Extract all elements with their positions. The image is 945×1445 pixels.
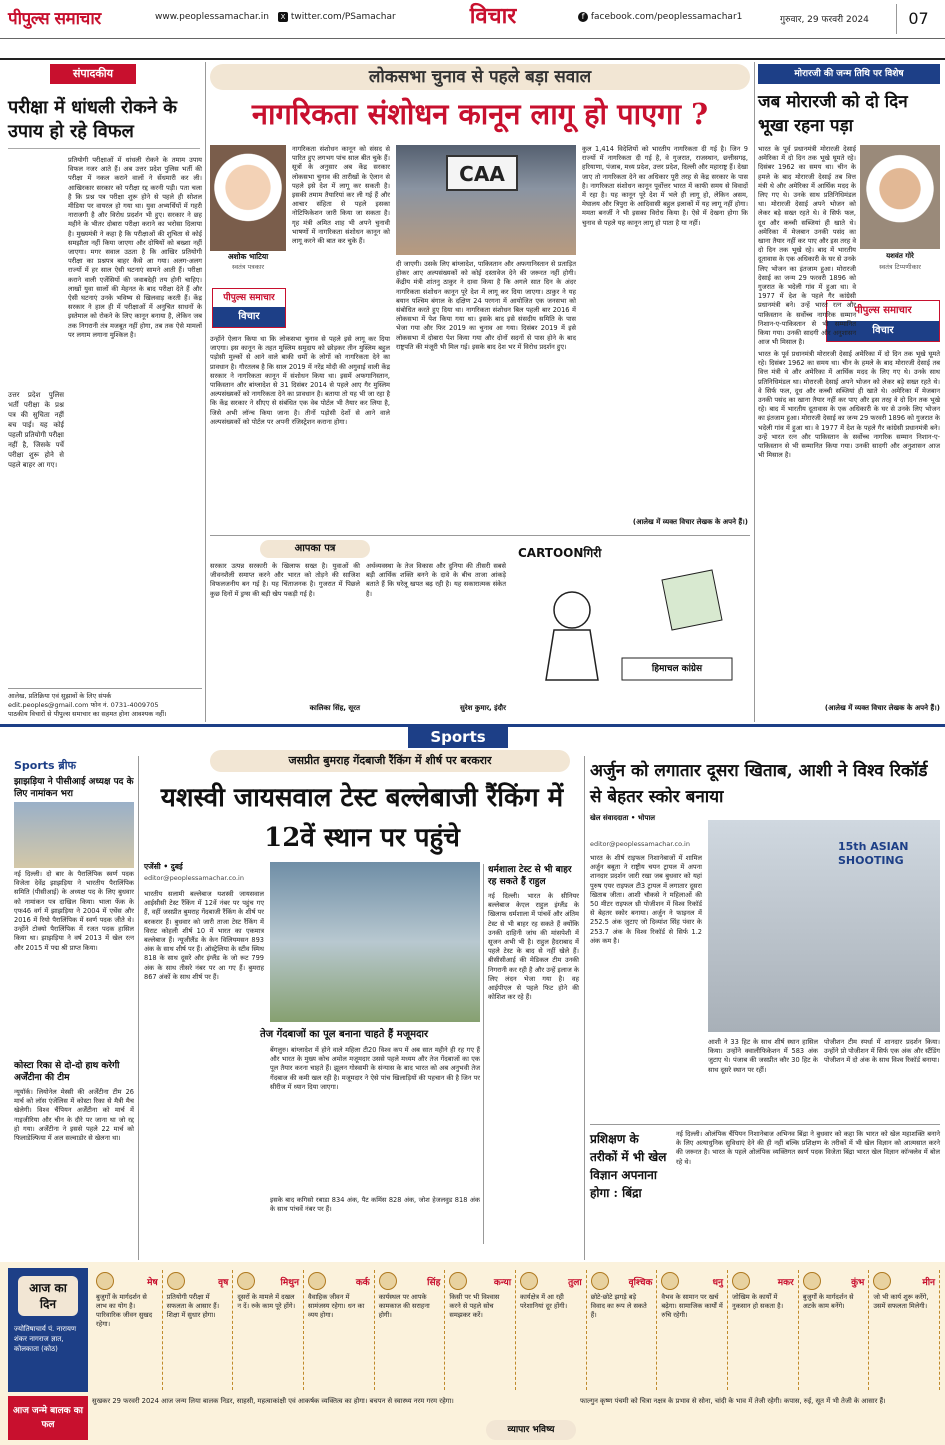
cartoon-sign: हिमाचल कांग्रेस [651,664,703,674]
today-box [8,1268,88,1392]
zodiac-sign-name: कुंभ [851,1277,865,1288]
zodiac-sign-text: छोटे-छोटे झगड़े बड़े विवाद का रूप ले सकते हैं। [590,1293,647,1319]
badge-label: विचार [213,307,285,327]
zodiac-sign-icon [661,1272,679,1290]
special-body-top: भारत के पूर्व प्रधानमंत्री मोरारजी देसाई अमेरिका में दो दिन तक भूखे घूमते रहे। दिसंबर 1962 का समय था। चीन के हमले के बाद मोरारजी देसाई तब वित्त मंत्री थे और अमेरिका में आर्थिक मदद के लिए गए थे। उनके साथ प्रतिनिधिमंडल था। मोरारजी देसाई अपने भोजन को लेकर बड़े सख्त रहते थे। वे सिर्फ फल, दूध और कच्ची सब्जियां ही खाते थे। अमेरिका में मेजबान उनकी पसंद का खाना तैयार नहीं कर पाए और इस तरह वे दो दिन तक भूखे रहे। बाद में भारतीय दूतावास के एक अधिकारी के घर से उनके लिए भोजन का इंतजाम हुआ। मोरारजी देसाई का जन्म 29 फरवरी 1896 को गुजरात के भदेली गांव में हुआ था। वे 1977 में देश के पहले गैर कांग्रेसी प्रधानमंत्री बने। उन्हें भारत रत्न और पाकिस्तान के सर्वोच्च नागरिक सम्मान निशान-ए-पाकिस्तान से भी सम्मानित किया गया। उनकी सादगी और अनुशासन आज भी मिसाल है। [758,145,856,347]
letter-1-author: कालिका सिंह, सूरत [309,704,360,712]
lead-col-2: उन्होंने ऐलान किया था कि लोकसभा चुनाव से पहले इसे लागू कर दिया जाएगा। इस कानून के तहत मुस्लिम समुदाय को छोड़कर तीन मुस्लिम बहुल पड़ोसी मुल्कों से आने वाले बाकी धर्मों के लोगों को नागरिकता देने का प्रावधान है। गौरतलब है कि साल 2019 में नरेंद्र मोदी की अगुवाई वाली केंद्र सरकार ने नागरिकता कानून में संशोधन किया था। इसमें अफगानिस्तान, पाकिस्तान और बांग्लादेश से 31 दिसंबर 2014 से पहले आए गैर मुस्लिम अल्पसंख्यकों को नागरिकता देने का प्रावधान है। बताया तो यह भी जा रहा है कि केंद्र सरकार ने सीएए से संबंधित एक वेब पोर्टल भी तैयार कर लिया है, जिसे अभी लॉन्च किया जाना है। तीनों पड़ोसी देशों से आने वाले अल्पसंख्यकों को पोर्टल पर अपनी रजिस्ट्रेशन कराना होगा। [210,335,390,426]
author-photo [210,145,286,251]
sports-email: editor@peoplessamachar.co.in [144,874,244,882]
brief-1-text: नई दिल्ली। दो बार के पैरालिंपिक स्वर्ण पदक विजेता देवेंद्र झाझड़िया ने भारतीय पैरालिंपिक समिति (पीसीआई) के अध्यक्ष पद के लिए बुधवार को नामांकन पत्र दाखिल किया। भाला फेंक के एफ46 वर्ग में झाझड़िया ने 2004 में एथेंस और 2016 में रियो पैरालिंपिक में स्वर्ण पदक जीते थे। उन्होंने टोक्यो पैरालिंपिक में रजत पदक हासिल किया था। झाझड़िया ने वर्ष 2013 में खेल रत्न और 2015 में पद्म श्री प्राप्त किया। [14,870,134,952]
zodiac-cell [587,1270,658,1390]
zodiac-sign-name: तुला [568,1277,582,1288]
zodiac-sign-name: सिंह [427,1277,441,1288]
columnist-role: स्वतंत्र टिप्पणीकार [879,263,921,271]
zodiac-sign-icon [308,1272,326,1290]
zodiac-grid [92,1270,940,1390]
agency-name: एजेंसी [144,862,161,871]
columnist-photo [860,145,940,249]
special-body: भारत के पूर्व प्रधानमंत्री मोरारजी देसाई अमेरिका में दो दिन तक भूखे घूमते रहे। दिसंबर 1962 का समय था। चीन के हमले के बाद मोरारजी देसाई तब वित्त मंत्री थे और अमेरिका में आर्थिक मदद के लिए गए थे। उनके साथ प्रतिनिधिमंडल था। मोरारजी देसाई अपने भोजन को लेकर बड़े सख्त रहते थे। वे सिर्फ फल, दूध और कच्ची सब्जियां ही खाते थे। अमेरिका में मेजबान उनकी पसंद का खाना तैयार नहीं कर पाए और इस तरह वे दो दिन तक भूखे रहे। बाद में भारतीय दूतावास के एक अधिकारी के घर से उनके लिए भोजन का इंतजाम हुआ। मोरारजी देसाई का जन्म 29 फरवरी 1896 को गुजरात के भदेली गांव में हुआ था। वे 1977 में देश के पहले गैर कांग्रेसी प्रधानमंत्री बने। उन्हें भारत रत्न और पाकिस्तान के सर्वोच्च नागरिक सम्मान निशान-ए-पाकिस्तान से भी सम्मानित किया गया। उनकी सादगी और अनुशासन आज भी मिसाल है। [758,350,940,460]
cartoon-drawing [512,540,750,720]
facebook-text: facebook.com/peoplessamachar1 [590,12,743,22]
sports-title: यशस्वी जायसवाल टेस्ट बल्लेबाजी रैंकिंग में 12वें स्थान पर पहुंचे [160,783,564,853]
zodiac-sign-name: वृष [218,1277,229,1288]
twitter-handle[interactable] [278,12,396,22]
shooting-body-3: पोजीशन टीम स्पर्धा में शानदार प्रदर्शन किया। उन्होंने प्रो पोजीशन में सिर्फ एक अंक और स्टैंडिंग पोजीशन में दो अंक के साथ विश्व रिकॉर्ड बनाया। [824,1038,940,1065]
shooting-body-2: आशी ने 33 हिट के साथ शीर्ष स्थान हासिल किया। उन्होंने क्वालीफिकेशन में 583 अंक जुटाए थे। पंजाब की जसप्रीत कौर 30 हिट के साथ दूसरे स्थान पर रहीं। [708,1038,818,1074]
shooting-email: editor@peoplessamachar.co.in [590,840,690,848]
zodiac-cell [516,1270,587,1390]
zodiac-sign-text: बुजुर्गों के मार्गदर्शन से लाभ का योग है। पारिवारिक जीवन सुखद रहेगा। [96,1293,153,1328]
sports-section-label: Sports [408,726,508,748]
twitter-text: twitter.com/PSamachar [290,12,396,22]
lead-title: नागरिकता संशोधन कानून लागू हो पाएगा ? [251,97,709,131]
today-label: आज का दिन [18,1276,78,1316]
zodiac-cell [163,1270,234,1390]
zodiac-sign-icon [591,1272,609,1290]
footer-disclaimer: पाठकीय विचारों से पीपुल्स समाचार का सहमत होना आवश्यक नहीं। [8,710,167,718]
business-label: व्यापार भविष्य [486,1420,576,1440]
shooter-photo [708,820,940,1032]
zodiac-sign-name: धनु [712,1277,724,1288]
zodiac-sign-text: कार्यक्षेत्र में आ रही परेशानियां दूर होंगी। [520,1293,568,1310]
zodiac-cell [233,1270,304,1390]
javelin-photo [14,802,134,868]
masthead [0,0,945,60]
letter-1: सरकार उत्पन्न सरकारी के खिलाफ सख्त है। युवाओं की जीवनशैली समाप्त करने और भारत को तोड़ने की साजिश विफलजनीय बन गई है। यह चिंताजनक है। गुजरात में पिछले कुछ दिनों में ड्रग्स की बड़ी खेप पकड़ी गई है। [210,562,360,598]
twitter-icon: X [278,12,288,22]
zodiac-sign-name: वृश्चिक [628,1277,653,1288]
editorial-footer [8,692,202,719]
born-label: आज जन्मे बालक का फल [8,1396,88,1440]
zodiac-sign-icon [520,1272,538,1290]
zodiac-sign-text: दूसरों के मामले में दखल न दें। रुके काम पूरे होंगे। [237,1293,296,1310]
sports-body-3: इसके बाद कगिसो रबाडा 834 अंक, पैट कमिंस 828 अंक, जोश हेजलवुड 818 अंक के साथ पांचवें नंबर पर हैं। [270,1196,480,1214]
zodiac-sign-icon [96,1272,114,1290]
zodiac-cell [799,1270,870,1390]
shooting-dateline: खेल संवाददाता • भोपाल [590,814,656,822]
zodiac-sign-icon [449,1272,467,1290]
cartoon-title: CARTOONगिरी [518,546,602,560]
editorial-body: प्रतियोगी परीक्षाओं में धांधली रोकने के तमाम उपाय विफल नजर आते हैं। अब उत्तर प्रदेश पुलिस भर्ती की परीक्षा में नकल कराने वालों ने सेंधमारी कर ली। आखिरकार सरकार को परीक्षा रद्द करनी पड़ी। पता चला है कि प्रश्न पत्र परीक्षा शुरू होने से पहले ही सोशल मीडिया पर वायरल हो गया था। युवा अभ्यर्थियों में गहरी नाराजगी है और विरोध प्रदर्शन भी हुए। सरकार ने छह महीने के भीतर दोबारा परीक्षा कराने का भरोसा दिलाया है। मुख्यमंत्री ने कहा है कि परीक्षाओं की शुचिता से कोई समझौता नहीं किया जाएगा और दोषियों को बख्शा नहीं जाएगा। मगर सवाल उठता है कि आखिर प्रतियोगी परीक्षा का प्रश्नपत्र बाहर कैसे आ गया। अलग-अलग राज्यों में हर साल ऐसी घटनाएं सामने आती हैं। परीक्षा कराने वाली एजेंसियों की जवाबदेही तय होनी चाहिए। लाखों युवा सालों की मेहनत के बाद परीक्षा देते हैं और ऐसी घटनाएं उनके भविष्य से खिलवाड़ करती हैं। केंद्र सरकार ने हाल ही में परीक्षाओं में अनुचित साधनों के इस्तेमाल को रोकने के लिए कानून बनाया है, लेकिन जब तक निगरानी तंत्र मजबूत नहीं होगा, तब तक ऐसे मामलों पर लगाम लगाना मुश्किल है। [68,156,202,339]
facebook-link[interactable] [578,12,742,22]
letters-title: आपका पत्र [260,540,370,558]
zodiac-sign-icon [803,1272,821,1290]
zodiac-sign-name: मकर [777,1277,794,1288]
section-title: विचार [469,3,517,29]
sports-agency: एजेंसी • दुबई [144,862,183,871]
today-text: ज्योतिषाचार्य पं. नारायण शंकर नागराज ज्ञात, कोलकाता (कोठ) [14,1325,77,1353]
right-badge-label: विचार [827,321,939,341]
zodiac-sign-name: मीन [922,1277,936,1288]
caa-placard: CAA [446,155,518,191]
sports-brief-label: Sports ब्रीफ [14,759,77,772]
badge-brand: पीपुल्स समाचार [223,293,275,303]
sports-body-2: बेंगलुरु। बांग्लादेश में होने वाले महिला टी20 विश्व कप में अब सात महीने ही रह गए हैं और भारत के मुख्य कोच अमोल मजूमदार उससे पहले मध्यम और तेज गेंदबाजों का एक पूल तैयार करना चाहते हैं। झूलन गोस्वामी के संन्यास के बाद भारत को अब अनुभवी तेज गेंदबाज की कमी खल रही है। मजूमदार ने ऐसे पांच खिलाड़ियों की पहचान की है जिन पर सीरीज में ध्यान दिया जाएगा। [270,1046,480,1091]
born-text: सुखकर 29 फरवरी 2024 आज जन्म लिया बालक निडर, साहसी, महत्वाकांक्षी एवं आकर्षक व्यक्तित्व का होगा। बचपन से स्वास्थ्य नरम गरम रहेगा। [92,1397,454,1405]
facebook-icon: f [578,12,588,22]
zodiac-sign-text: जोखिम के कार्यों में नुकसान हो सकता है। [732,1293,784,1310]
cartoon-panel [512,540,750,720]
columnist-name: यशवंत गोरे [886,252,914,260]
zodiac-sign-icon [732,1272,750,1290]
zodiac-cell [375,1270,446,1390]
caa-protest-photo [396,145,576,255]
footer-contact-label: आलेख, प्रतिक्रिया एवं सुझावों के लिए संपर्क [8,692,112,700]
business-text: फाल्गुन कृष्ण पंचमी को चित्रा नक्षत्र के प्रभाव से सोना, चांदी के भाव में तेजी रहेगी। कपास, रुई, सूत में भी तेजी के आसार हैं। [580,1397,886,1405]
zodiac-cell [445,1270,516,1390]
views-badge [212,288,286,328]
shooting-banner-text: 15th ASIAN SHOOTING [838,840,909,867]
zodiac-sign-text: वैवाहिक जीवन में सामंजस्य रहेगा। धन का व्यय होगा। [308,1293,365,1319]
zodiac-sign-icon [237,1272,255,1290]
zodiac-cell [869,1270,940,1390]
lead-col-3: दी जाएगी। उसके लिए बांग्लादेश, पाकिस्तान और अफगानिस्तान से प्रताड़ित होकर आए अल्पसंख्यकों को कोई दस्तावेज देने की जरूरत नहीं होगी। केंद्रीय मंत्री शांतनु ठाकुर ने दावा किया है कि अगले सात दिन के अंदर नागरिकता संशोधन कानून पूरे देश में लागू कर दिया जाएगा। ठाकुर ने यह बयान पश्चिम बंगाल के दक्षिण 24 परगना में आयोजित एक जनसभा को संबोधित करते हुए दिया था। नागरिकता संशोधन बिल पहली बार 2016 में लोकसभा में पेश किया गया था। इसके बाद इसे संसदीय समिति के पास भेजा गया और फिर 2019 का चुनाव आ गया। दिसंबर 2019 में इसे लोकसभा में दोबारा पेश किया गया और दोनों सदनों से पास होने के बाद राष्ट्रपति की मंजूरी भी मिल गई। इसके बाद देश भर में विरोध प्रदर्शन हुए। [396,260,576,351]
zodiac-sign-name: मेष [147,1277,158,1288]
right-badge-brand: पीपुल्स समाचार [854,305,912,316]
author-name: अशोक भाटिया [227,252,269,261]
rahul-box-text: नई दिल्ली। भारत के सीनियर बल्लेबाज केएल राहुल इंग्लैंड के खिलाफ धर्मशाला में पांचवें और अंतिम टेस्ट से भी बाहर रह सकते हैं क्योंकि उनकी दाहिनी जांघ की मांसपेशी में सूजन अभी भी है। राहुल हैदराबाद में पहले टेस्ट के बाद से नहीं खेले हैं। बीसीसीआई की मेडिकल टीम उनकी निगरानी कर रही है और उन्हें इलाज के लिए लंदन भेजा गया है। वह आईपीएल से पहले फिट होने की कोशिश कर रहे हैं। [488,892,579,1002]
rahul-box-title: धर्मशाला टेस्ट से भी बाहर रह सकते हैं राहुल [488,865,572,887]
brand-logo [8,6,148,29]
editorial-label: संपादकीय [50,64,136,84]
zodiac-sign-icon [167,1272,185,1290]
page-number: 07 [896,4,940,34]
zodiac-sign-icon [379,1272,397,1290]
sports-subhead: तेज गेंदबाजों का पूल बनाना चाहते हैं मजूमदार [260,1029,429,1040]
zodiac-sign-text: प्रतियोगी परीक्षा में सफलता के आसार हैं। शिक्षा में सुधार होगा। [166,1293,220,1319]
brand-name: पीपुल्स समाचार [8,9,101,29]
letter-2: अर्थव्यवस्था के तेज विकास और दुनिया की तीसरी सबसे बड़ी आर्थिक शक्ति बनने के दावे के बीच ताजा आंकड़े बताते हैं कि घरेलू खपत बढ़ रही है। यह सकारात्मक संकेत है। [366,562,506,598]
letter-2-author: सुरेश कुमार, इंदौर [460,704,506,712]
lead-col-1: नागरिकता संशोधन कानून को संसद से पारित हुए लगभग पांच साल बीत चुके हैं। सूत्रों के अनुसार अब केंद्र सरकार लोकसभा चुनाव की तारीखों के ऐलान से पहले इसे देश में लागू कर सकती है। इसकी तमाम तैयारियां कर ली गई हैं और आचार संहिता से पहले इसका नोटिफिकेशन जारी किया जा सकता है। गृह मंत्री अमित शाह भी अपने चुनावी भाषणों में नागरिकता संशोधन कानून को लागू करने की बात कर चुके हैं। [292,145,390,246]
zodiac-sign-name: कर्क [355,1277,370,1288]
zodiac-cell [657,1270,728,1390]
rahul-box [483,864,579,1244]
brief-2-title: कोस्टा रिका से दो-दो हाथ करेगी अर्जेंटीना की टीम [14,1061,120,1083]
zodiac-sign-text: जो भी कार्य शुरू करेंगे, उसमें सफलता मिलेगी। [873,1293,929,1310]
issue-date: गुरुवार, 29 फरवरी 2024 [780,15,869,25]
brief-2-text: न्यूयॉर्क। लियोनेल मेस्सी की अर्जेंटीना टीम 26 मार्च को लॉस एंजेलिस में कोस्टा रिका से मैत्री मैच खेलेगी। विश्व चैंपियन अर्जेंटीना को मार्च में नाइजीरिया और चीन के दौरे पर जाना था जो रद्द हो गया। अर्जेंटीना ने इससे पहले 22 मार्च को फिलाडेल्फिया में अल सल्वाडोर से खेलना था। [14,1088,134,1143]
website-link[interactable]: www.peoplessamachar.in [155,12,269,22]
special-label: मोरारजी की जन्म तिथि पर विशेष [758,64,940,84]
footer-contact-email: edit.peoples@gmail.com फोन नं. 0731-4009705 [8,701,159,709]
special-title: जब मोरारजी को दो दिन भूखा रहना पड़ा [758,92,908,136]
zodiac-sign-text: किसी पर भी विश्वास करने से पहले सोच समझकर करें। [449,1293,500,1319]
dateline: दुबई [170,862,183,871]
shooting-body-1: भारत के शीर्ष राइफल निशानेबाजों में शामिल अर्जुन बबूता ने राष्ट्रीय चयन ट्रायल में अपना शानदार प्रदर्शन जारी रखा जब बुधवार को यहां पुरुष एयर राइफल टी3 ट्रायल में लगातार दूसरा खिताब जीता। आशी चौकसे ने महिलाओं की 50 मीटर राइफल थ्री पोजीशन में विश्व रिकॉर्ड से बेहतर स्कोर बनाया। अर्जुन ने फाइनल में 252.5 अंक जुटाए जो दिव्यांश सिंह पंवार के 253.7 अंक के विश्व रिकॉर्ड से सिर्फ 1.2 अंक कम है। [590,854,702,945]
zodiac-sign-text: कार्यस्थल पर आपके कामकाज की सराहना होगी। [378,1293,430,1319]
bindra-pull-text: नई दिल्ली। ओलंपिक चैंपियन निशानेबाज अभिनव बिंद्रा ने बुधवार को कहा कि भारत को खेल महाशक्ति बनाने के लिए अत्याधुनिक सुविधाएं देने की ही नहीं बल्कि प्रशिक्षण के तरीकों में भी खेल विज्ञान को आत्मसात करने की जरूरत है। भारत के पहले ओलंपिक व्यक्तिगत स्वर्ण पदक विजेता बिंद्रा भारत खेल विज्ञान कॉन्क्लेव में बोल रहे थे। [676,1130,940,1166]
zodiac-sign-text: बुजुर्गों के मार्गदर्शन से अटके काम बनेंगे। [802,1293,854,1310]
zodiac-sign-icon [873,1272,891,1290]
zodiac-cell [728,1270,799,1390]
lead-byline: (आलेख में व्यक्त विचार लेखक के अपने हैं।) [632,518,748,526]
jaiswal-photo [270,862,480,1022]
shooting-title: अर्जुन को लगातार दूसरा खिताब, आशी ने विश्व रिकॉर्ड से बेहतर स्कोर बनाया [590,761,928,807]
editorial-title: परीक्षा में धांधली रोकने के उपाय हो रहे विफल [8,97,177,142]
lead-col-4: कुल 1,414 विदेशियों को भारतीय नागरिकता दी गई है। जिन 9 राज्यों में नागरिकता दी गई है, वे गुजरात, राजस्थान, छत्तीसगढ़, हरियाणा, पंजाब, मध्य प्रदेश, उत्तर प्रदेश, दिल्ली और महाराष्ट्र हैं। देखा जाए तो नागरिकता देने का अधिकार पूरी तरह से केंद्र सरकार के पास है। नागरिकता संशोधन कानून पूर्वोत्तर भारत में काफी समय से विवादों में रहा है। यह कानून पूरे देश में भले ही लागू हो, लेकिन असम, मेघालय और त्रिपुरा के आदिवासी बहुल इलाकों में यह लागू नहीं होगा। ममता बनर्जी ने भी इसका विरोध किया है। ऐसे में देखना होगा कि चुनाव से पहले यह कानून लागू हो पाता है या नहीं। [582,145,748,227]
zodiac-cell [304,1270,375,1390]
zodiac-sign-name: मिथुन [280,1277,300,1288]
special-byline: (आलेख में व्यक्त विचार लेखक के अपने हैं।) [824,704,940,712]
bindra-pull-title: प्रशिक्षण के तरीकों में भी खेल विज्ञान अपनाना होगा : बिंद्रा [590,1132,667,1200]
brief-1-title: झाझड़िया ने पीसीआई अध्यक्ष पद के लिए नामांकन भरा [14,777,134,799]
lead-kicker: लोकसभा चुनाव से पहले बड़ा सवाल [210,64,750,90]
sports-kicker: जसप्रीत बुमराह गेंदबाजी रैंकिंग में शीर्ष पर बरकरार [210,750,570,772]
editorial-pull-quote: उत्तर प्रदेश पुलिस भर्ती परीक्षा के प्रश्न पत्र की सुचिता नहीं बच पाई। यह कोई पहली प्रतियोगी परीक्षा नहीं है, जिसके पर्चे परीक्षा शुरू होने से पहले बाहर आ गए। [8,391,64,469]
zodiac-cell [92,1270,163,1390]
zodiac-sign-name: कन्या [493,1277,512,1288]
zodiac-sign-text: वैभव के सामान पर खर्च बढ़ेगा। सामाजिक कार्यों में रुचि रहेगी। [661,1293,723,1319]
author-role: स्वतंत्र पत्रकार [231,263,265,271]
sports-body-1: भारतीय सलामी बल्लेबाज यशस्वी जायसवाल आईसीसी टेस्ट रैंकिंग में 12वें नंबर पर पहुंच गए हैं, वहीं जसप्रीत बुमराह गेंदबाजी रैंकिंग के शीर्ष पर बरकरार हैं। बुधवार को जारी ताजा टेस्ट रैंकिंग में विराट कोहली शीर्ष 10 में भारत का एकमात्र बल्लेबाज हैं। न्यूजीलैंड के केन विलियमसन 893 अंक के साथ शीर्ष पर हैं। ऑस्ट्रेलिया के स्टीव स्मिथ 818 के साथ दूसरे और इंग्लैंड के जो रूट 799 अंक के साथ तीसरे नंबर पर आ गए हैं। बुमराह 867 अंकों के साथ शीर्ष पर हैं। [144,890,264,981]
